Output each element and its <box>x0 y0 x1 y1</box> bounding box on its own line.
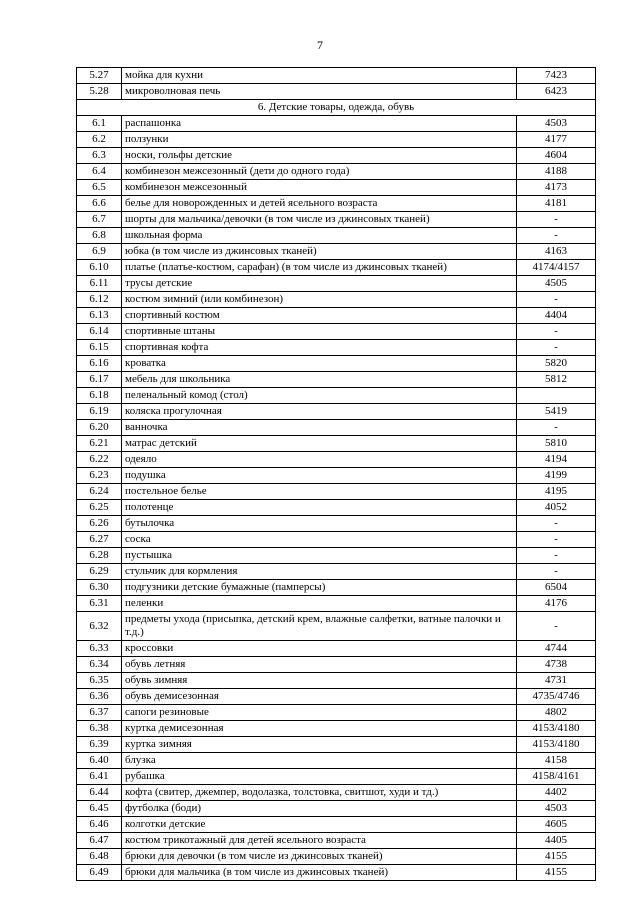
row-code: 4505 <box>517 276 596 292</box>
row-code: 6423 <box>517 84 596 100</box>
table-row <box>77 388 596 404</box>
row-number: 6.15 <box>77 340 122 356</box>
table-row <box>77 500 596 516</box>
table-row <box>77 833 596 849</box>
row-number: 6.30 <box>77 580 122 596</box>
row-number: 6.40 <box>77 753 122 769</box>
row-number: 6.20 <box>77 420 122 436</box>
row-number: 6.31 <box>77 596 122 612</box>
row-name: футболка (боди) <box>122 801 517 817</box>
row-name: блузка <box>122 753 517 769</box>
row-code: 4153/4180 <box>517 737 596 753</box>
row-name: обувь зимняя <box>122 673 517 689</box>
page-number: 7 <box>317 38 323 52</box>
row-number: 5.27 <box>77 68 122 84</box>
row-code: - <box>517 564 596 580</box>
row-name: подушка <box>122 468 517 484</box>
table-row <box>77 769 596 785</box>
row-name: стульчик для кормления <box>122 564 517 580</box>
row-number: 6.8 <box>77 228 122 244</box>
row-number: 6.17 <box>77 372 122 388</box>
row-code: - <box>517 516 596 532</box>
row-name: ползунки <box>122 132 517 148</box>
row-number: 6.21 <box>77 436 122 452</box>
row-number: 6.1 <box>77 116 122 132</box>
table-row <box>77 356 596 372</box>
row-name: распашонка <box>122 116 517 132</box>
row-name: ванночка <box>122 420 517 436</box>
row-name: куртка зимняя <box>122 737 517 753</box>
row-code: 5810 <box>517 436 596 452</box>
row-number: 6.25 <box>77 500 122 516</box>
row-name: костюм зимний (или комбинезон) <box>122 292 517 308</box>
goods-table <box>76 67 596 881</box>
row-number: 5.28 <box>77 84 122 100</box>
row-code: 4155 <box>517 849 596 865</box>
table-row <box>77 68 596 84</box>
row-number: 6.9 <box>77 244 122 260</box>
row-number: 6.49 <box>77 865 122 881</box>
row-code: 5820 <box>517 356 596 372</box>
table-row <box>77 673 596 689</box>
row-code: 4744 <box>517 641 596 657</box>
table-row <box>77 228 596 244</box>
row-name: трусы детские <box>122 276 517 292</box>
row-name: одеяло <box>122 452 517 468</box>
table-row <box>77 244 596 260</box>
row-number: 6.13 <box>77 308 122 324</box>
table-row <box>77 308 596 324</box>
row-number: 6.16 <box>77 356 122 372</box>
row-code: 4738 <box>517 657 596 673</box>
row-number: 6.35 <box>77 673 122 689</box>
table-row <box>77 849 596 865</box>
table-row <box>77 580 596 596</box>
row-number: 6.28 <box>77 548 122 564</box>
row-code: 4604 <box>517 148 596 164</box>
table-row <box>77 737 596 753</box>
row-number: 6.14 <box>77 324 122 340</box>
section-heading-row <box>77 100 596 116</box>
row-number: 6.34 <box>77 657 122 673</box>
row-number: 6.26 <box>77 516 122 532</box>
row-name: платье (платье-костюм, сарафан) (в том числе из джинсовых тканей) <box>122 260 517 276</box>
row-name: соска <box>122 532 517 548</box>
row-number: 6.47 <box>77 833 122 849</box>
row-code: - <box>517 532 596 548</box>
row-number: 6.46 <box>77 817 122 833</box>
row-code: 4173 <box>517 180 596 196</box>
row-number: 6.18 <box>77 388 122 404</box>
row-number: 6.3 <box>77 148 122 164</box>
row-number: 6.12 <box>77 292 122 308</box>
table-row <box>77 801 596 817</box>
row-code: 4153/4180 <box>517 721 596 737</box>
row-number: 6.45 <box>77 801 122 817</box>
table-row <box>77 180 596 196</box>
row-code: 4731 <box>517 673 596 689</box>
row-code: 4188 <box>517 164 596 180</box>
row-number: 6.5 <box>77 180 122 196</box>
table-row <box>77 657 596 673</box>
row-code: - <box>517 292 596 308</box>
row-number: 6.41 <box>77 769 122 785</box>
row-code: 4404 <box>517 308 596 324</box>
table-row <box>77 564 596 580</box>
row-code: - <box>517 548 596 564</box>
table-row <box>77 484 596 500</box>
table-row <box>77 596 596 612</box>
table-row <box>77 817 596 833</box>
row-code: 4052 <box>517 500 596 516</box>
row-code: - <box>517 324 596 340</box>
table-row <box>77 785 596 801</box>
row-number: 6.29 <box>77 564 122 580</box>
row-number: 6.2 <box>77 132 122 148</box>
row-number: 6.48 <box>77 849 122 865</box>
row-number: 6.37 <box>77 705 122 721</box>
row-number: 6.23 <box>77 468 122 484</box>
row-name: обувь демисезонная <box>122 689 517 705</box>
table-row <box>77 420 596 436</box>
row-code: 4802 <box>517 705 596 721</box>
row-name: пустышка <box>122 548 517 564</box>
table-row <box>77 132 596 148</box>
row-code: - <box>517 228 596 244</box>
row-number: 6.19 <box>77 404 122 420</box>
row-code: 4176 <box>517 596 596 612</box>
table-row <box>77 865 596 881</box>
row-number: 6.32 <box>77 612 122 641</box>
table-row <box>77 452 596 468</box>
row-name: белье для новорожденных и детей ясельного возраста <box>122 196 517 212</box>
row-code: 4195 <box>517 484 596 500</box>
table-row <box>77 689 596 705</box>
row-code <box>517 388 596 404</box>
row-name: мебель для школьника <box>122 372 517 388</box>
row-name: пеленальный комод (стол) <box>122 388 517 404</box>
table-row <box>77 612 596 641</box>
row-name: предметы ухода (присыпка, детский крем, влажные салфетки, ватные палочки и т.д.) <box>122 612 517 641</box>
row-code: 4181 <box>517 196 596 212</box>
row-number: 6.27 <box>77 532 122 548</box>
row-name: юбка (в том числе из джинсовых тканей) <box>122 244 517 260</box>
row-code: - <box>517 212 596 228</box>
row-code: 4155 <box>517 865 596 881</box>
row-name: колготки детские <box>122 817 517 833</box>
row-code: 4163 <box>517 244 596 260</box>
row-number: 6.33 <box>77 641 122 657</box>
row-name: костюм трикотажный для детей ясельного возраста <box>122 833 517 849</box>
row-number: 6.38 <box>77 721 122 737</box>
table-row <box>77 276 596 292</box>
row-name: бутылочка <box>122 516 517 532</box>
row-name: рубашка <box>122 769 517 785</box>
row-number: 6.44 <box>77 785 122 801</box>
row-name: обувь летняя <box>122 657 517 673</box>
row-name: сапоги резиновые <box>122 705 517 721</box>
row-code: 4194 <box>517 452 596 468</box>
row-name: носки, гольфы детские <box>122 148 517 164</box>
row-number: 6.6 <box>77 196 122 212</box>
table-row <box>77 260 596 276</box>
row-number: 6.36 <box>77 689 122 705</box>
section-heading: 6. Детские товары, одежда, обувь <box>77 100 596 116</box>
row-name: комбинезон межсезонный (дети до одного года) <box>122 164 517 180</box>
row-name: полотенце <box>122 500 517 516</box>
row-name: школьная форма <box>122 228 517 244</box>
row-code: 4177 <box>517 132 596 148</box>
row-name: микроволновая печь <box>122 84 517 100</box>
row-name: пеленки <box>122 596 517 612</box>
row-code: 4405 <box>517 833 596 849</box>
table-row <box>77 641 596 657</box>
table-row <box>77 84 596 100</box>
row-name: спортивные штаны <box>122 324 517 340</box>
row-number: 6.24 <box>77 484 122 500</box>
table-row <box>77 116 596 132</box>
row-name: постельное белье <box>122 484 517 500</box>
row-code: 7423 <box>517 68 596 84</box>
row-number: 6.10 <box>77 260 122 276</box>
row-code: - <box>517 340 596 356</box>
table-row <box>77 436 596 452</box>
row-number: 6.4 <box>77 164 122 180</box>
row-number: 6.11 <box>77 276 122 292</box>
table-row <box>77 212 596 228</box>
row-name: спортивный костюм <box>122 308 517 324</box>
row-code: - <box>517 420 596 436</box>
row-code: 6504 <box>517 580 596 596</box>
table-row <box>77 292 596 308</box>
table-row <box>77 468 596 484</box>
table-row <box>77 404 596 420</box>
row-name: мойка для кухни <box>122 68 517 84</box>
row-name: куртка демисезонная <box>122 721 517 737</box>
row-name: матрас детский <box>122 436 517 452</box>
row-code: 4199 <box>517 468 596 484</box>
row-name: шорты для мальчика/девочки (в том числе из джинсовых тканей) <box>122 212 517 228</box>
table-row <box>77 516 596 532</box>
row-name: брюки для девочки (в том числе из джинсовых тканей) <box>122 849 517 865</box>
row-name: кроссовки <box>122 641 517 657</box>
table-row <box>77 721 596 737</box>
table-row <box>77 164 596 180</box>
row-code: 4158/4161 <box>517 769 596 785</box>
table-row <box>77 548 596 564</box>
table-row <box>77 372 596 388</box>
table-row <box>77 324 596 340</box>
row-code: 4735/4746 <box>517 689 596 705</box>
table-row <box>77 340 596 356</box>
row-code: 4605 <box>517 817 596 833</box>
table-row <box>77 705 596 721</box>
table-row <box>77 753 596 769</box>
row-name: комбинезон межсезонный <box>122 180 517 196</box>
row-name: кроватка <box>122 356 517 372</box>
row-code: 4503 <box>517 801 596 817</box>
row-number: 6.7 <box>77 212 122 228</box>
row-code: 4174/4157 <box>517 260 596 276</box>
row-name: кофта (свитер, джемпер, водолазка, толстовка, свитшот, худи и тд.) <box>122 785 517 801</box>
table-row <box>77 196 596 212</box>
row-name: спортивная кофта <box>122 340 517 356</box>
row-number: 6.22 <box>77 452 122 468</box>
row-code: - <box>517 612 596 641</box>
row-code: 5419 <box>517 404 596 420</box>
row-code: 4503 <box>517 116 596 132</box>
row-name: коляска прогулочная <box>122 404 517 420</box>
row-code: 4158 <box>517 753 596 769</box>
row-name: брюки для мальчика (в том числе из джинсовых тканей) <box>122 865 517 881</box>
row-code: 4402 <box>517 785 596 801</box>
row-number: 6.39 <box>77 737 122 753</box>
row-code: 5812 <box>517 372 596 388</box>
table-row <box>77 532 596 548</box>
table-row <box>77 148 596 164</box>
row-name: подгузники детские бумажные (памперсы) <box>122 580 517 596</box>
